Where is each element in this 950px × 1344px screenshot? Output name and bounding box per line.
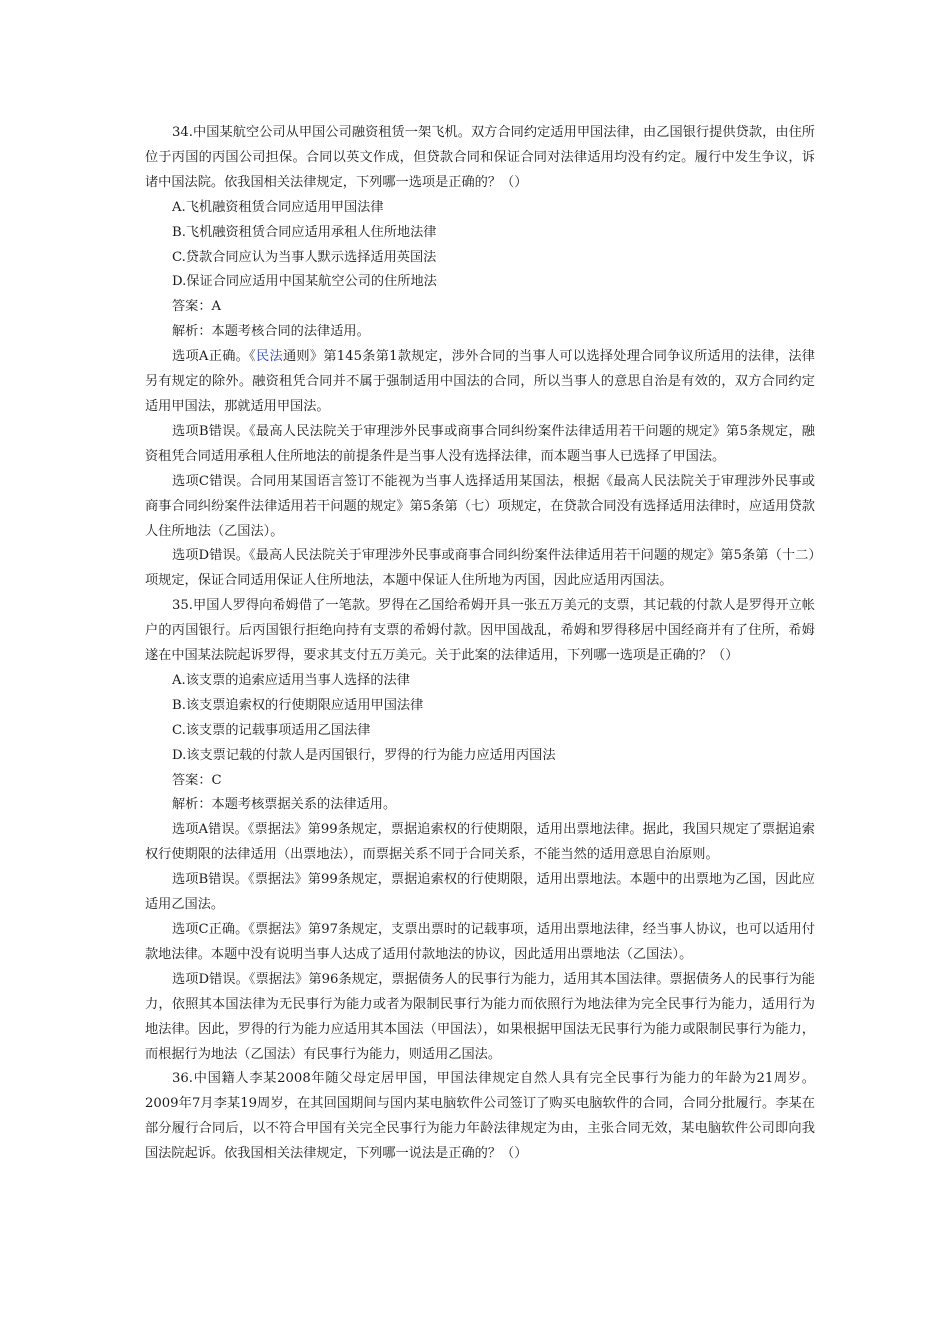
question-35-explain-c: 选项C正确。《票据法》第97条规定，支票出票时的记载事项，适用出票地法律，经当事人协议，也可以适用付款地法律。本题中没有说明当事人达成了适用付款地法的协议，因此适用出票地法（乙国法）。 xyxy=(145,922,815,962)
question-35-stem: 35.甲国人罗得向希姆借了一笔款。罗得在乙国给希姆开具一张五万美元的支票，其记载的付款人是罗得开立帐户的丙国银行。后丙国银行拒绝向持有支票的希姆付款。因甲国战乱，希姆和罗得移居中国经商并有了住所，希姆遂在中国某法院起诉罗得，要求其支付五万美元。关于此案的法律适用，下列哪一选项是正确的？（） xyxy=(145,598,815,664)
question-34-option-d: D.保证合同应适用中国某航空公司的住所地法 xyxy=(172,274,437,290)
question-35-analysis: 解析：本题考核票据关系的法律适用。 xyxy=(172,797,397,813)
question-34-analysis: 解析：本题考核合同的法律适用。 xyxy=(172,324,370,340)
question-35-option-b: B.该支票追索权的行使期限应适用甲国法律 xyxy=(172,697,424,713)
question-35-option-a: A.该支票的追索应适用当事人选择的法律 xyxy=(172,672,410,688)
question-34-option-c: C.贷款合同应认为当事人默示选择适用英国法 xyxy=(172,249,437,265)
question-35-option-d: D.该支票记载的付款人是丙国银行，罗得的行为能力应适用丙国法 xyxy=(172,747,556,763)
question-34-stem: 34.中国某航空公司从甲国公司融资租赁一架飞机。双方合同约定适用甲国法律，由乙国银行提供贷款，由住所位于丙国的丙国公司担保。合同以英文作成，但贷款合同和保证合同对法律适用均没有约定。履行中发生争议，诉诸中国法院。依我国相关法律规定，下列哪一选项是正确的？（） xyxy=(145,125,815,190)
question-36-stem: 36.中国籍人李某2008年随父母定居甲国，甲国法律规定自然人具有完全民事行为能力的年龄为21周岁。2009年7月李某19周岁，在其回国期间与国内某电脑软件公司签订了购买电脑软件的合同，合同分批履行。李某在部分履行合同后，以不符合甲国有关完全民事行为能力年龄法律规定为由，主张合同无效，某电脑软件公司即向我国法院起诉。依我国相关法律规定，下列哪一说法是正确的？（） xyxy=(145,1071,815,1162)
question-34-answer: 答案：A xyxy=(172,299,222,315)
explain-a-suffix: 通则》第145条第1款规定，涉外合同的当事人可以选择处理合同争议所适用的法律，法律另有规定的除外。融资租凭合同并不属于强制适用中国法的合同，所以当事人的意思自治是有效的，双方合同约定适用甲国法，那就适用甲国法。 xyxy=(145,349,815,414)
question-34-option-b: B.飞机融资租赁合同应适用承租人住所地法律 xyxy=(172,224,437,240)
question-35-explain-b: 选项B错误。《票据法》第99条规定，票据追索权的行使期限，适用出票地法。本题中的出票地为乙国，因此应适用乙国法。 xyxy=(145,872,815,913)
question-34-explain-c: 选项C错误。合同用某国语言签订不能视为当事人选择适用某国法，根据《最高人民法院关于审理涉外民事或商事合同纠纷案件法律适用若干问题的规定》第5条第（七）项规定，在贷款合同没有选择适用法律时，应适用贷款人住所地法（乙国法）。 xyxy=(145,473,815,539)
question-34-explain-d: 选项D错误。《最高人民法院关于审理涉外民事或商事合同纠纷案件法律适用若干问题的规定》第5条第（十二）项规定，保证合同适用保证人住所地法，本题中保证人住所地为丙国，因此应适用丙国法。 xyxy=(145,548,815,589)
question-35-explain-d: 选项D错误。《票据法》第96条规定，票据债务人的民事行为能力，适用其本国法律。票据债务人的民事行为能力，依照其本国法律为无民事行为能力或者为限制民事行为能力而依照行为地法律为完全民事行为能力，适用行为地法律。因此，罗得的行为能力应适用其本国法（甲国法），如果根据甲国法无民事行为能力或限制民事行为能力，而根据行为地法（乙国法）有民事行为能力，则适用乙国法。 xyxy=(145,971,815,1062)
question-34-explain-a xyxy=(145,345,815,420)
question-34-option-a: A.飞机融资租赁合同应适用甲国法律 xyxy=(172,199,384,215)
question-35-explain-a: 选项A错误。《票据法》第99条规定，票据追索权的行使期限，适用出票地法律。据此，我国只规定了票据追索权行使期限的法律适用（出票地法），而票据关系不同于合同关系，不能当然的适用意思自治原则。 xyxy=(145,822,815,863)
explain-a-prefix: 选项A正确。《 xyxy=(172,349,256,365)
question-35-option-c: C.该支票的记载事项适用乙国法律 xyxy=(172,722,371,738)
question-35-answer: 答案：C xyxy=(172,772,222,788)
document-body xyxy=(145,121,815,1167)
question-34-explain-b: 选项B错误。《最高人民法院关于审理涉外民事或商事合同纠纷案件法律适用若干问题的规定》第5条规定，融资租凭合同适用承租人住所地法的前提条件是当事人没有选择法律，而本题当事人已选择了甲国法。 xyxy=(145,423,815,464)
civil-law-link[interactable]: 民法 xyxy=(256,349,283,365)
